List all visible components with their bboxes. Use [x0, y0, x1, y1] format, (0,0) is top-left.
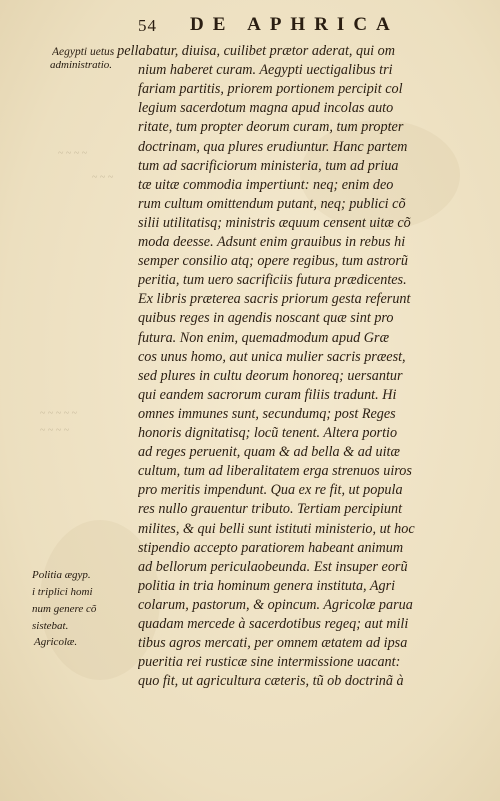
text-line: ad bellorum periculaobeunda. Est insuper eorũ	[138, 558, 408, 575]
text-line-content: pellabatur, diuisa, cuilibet prætor aderat, qui om	[117, 43, 395, 59]
margin-note-line: administratio.	[50, 59, 113, 71]
bleed-through-mark: ~ ~ ~ ~	[40, 425, 70, 436]
text-line: pueritia rei rusticæ sine intermissione uacant:	[138, 654, 401, 671]
margin-note-inline: Aegypti uetus	[52, 46, 118, 58]
margin-note-line: i triplici homi	[32, 586, 93, 598]
text-line: cos unus homo, aut unica mulier sacris præest,	[138, 348, 406, 365]
text-line: ritate, tum propter deorum curam, tum propter	[138, 119, 404, 136]
margin-note-line: sistebat.	[32, 620, 69, 632]
text-line: quo fit, ut agricultura cæteris, tũ ob doctrinã à	[138, 673, 404, 690]
text-line: fariam partitis, priorem portionem percipit col	[138, 81, 403, 98]
text-line: stipendio accepto paratiorem habeant animum	[138, 539, 404, 556]
margin-note-line: Agricolæ.	[34, 636, 78, 648]
text-line: legium sacerdotum magna apud incolas auto	[138, 100, 394, 117]
text-line: tæ uitæ commodia impertiunt: neq; enim deo	[138, 176, 394, 193]
text-line: Ex libris præterea sacris priorum gesta referunt	[138, 291, 411, 308]
bleed-through-mark: ~ ~ ~	[92, 172, 114, 183]
text-line: cultum, tum ad liberalitatem erga strenuos uiros	[138, 463, 412, 480]
text-line: sed plures in cultu deorum honoreq; uersantur	[138, 367, 403, 384]
text-line: tum ad sacrificiorum ministeria, tum ad priua	[138, 157, 399, 174]
text-line: nium haberet curam. Aegypti uectigalibus tri	[138, 62, 393, 79]
text-line: doctrinam, qua plures erudiuntur. Hanc partem	[138, 138, 408, 155]
text-line: rum cultum omittendum putant, neq; publici cõ	[138, 195, 406, 212]
text-line: politia in tria hominum genera instituta, Agri	[138, 577, 396, 594]
text-line: semper consilio atq; opere regibus, tum astrorũ	[138, 253, 408, 270]
text-line: pro meritis impendunt. Qua ex re fit, ut popula	[138, 482, 403, 499]
text-line: milites, & qui belli sunt istituti ministerio, ut hoc	[138, 520, 415, 537]
page-number: 54	[138, 16, 157, 35]
bleed-through-mark: ~ ~ ~ ~	[58, 148, 88, 159]
text-line: moda deesse. Adsunt enim grauibus in rebus hi	[138, 234, 406, 250]
margin-note-line: Politia ægyp.	[32, 569, 91, 581]
text-line: honoris dignitatisq; locũ tenent. Altera portio	[138, 425, 398, 441]
text-line: qui eandem sacrorum curam filiis tradunt. Hi	[138, 386, 397, 403]
text-line: res nullo grauentur tributo. Tertiam percipiunt	[138, 501, 403, 518]
text-line: quibus reges in agendis noscant quæ sint pro	[138, 310, 394, 327]
text-line: futura. Non enim, quemadmodum apud Græ	[138, 329, 390, 346]
margin-note-line: num genere cõ	[32, 603, 97, 615]
text-line: omnes immunes sunt, secundumq; post Reges	[138, 405, 396, 422]
text-line: peritia, tum uero sacrificiis futura prædicentes.	[138, 272, 407, 289]
text-line	[52, 42, 482, 62]
text-line: colarum, pastorum, & opincum. Agricolæ parua	[138, 596, 413, 613]
text-line: silii utilitatisq; ministris æquum censent uitæ cõ	[138, 214, 411, 231]
running-title: DE APHRICA	[190, 14, 399, 35]
text-line: tibus agros mercati, per omnem ætatem ad ipsa	[138, 635, 408, 652]
text-line: quadam mercede à sacerdotibus regeq; aut mili	[138, 616, 409, 632]
bleed-through-mark: ~ ~ ~ ~ ~	[40, 408, 78, 419]
text-line: ad reges peruenit, quam & ad bella & ad uitæ	[138, 444, 400, 461]
